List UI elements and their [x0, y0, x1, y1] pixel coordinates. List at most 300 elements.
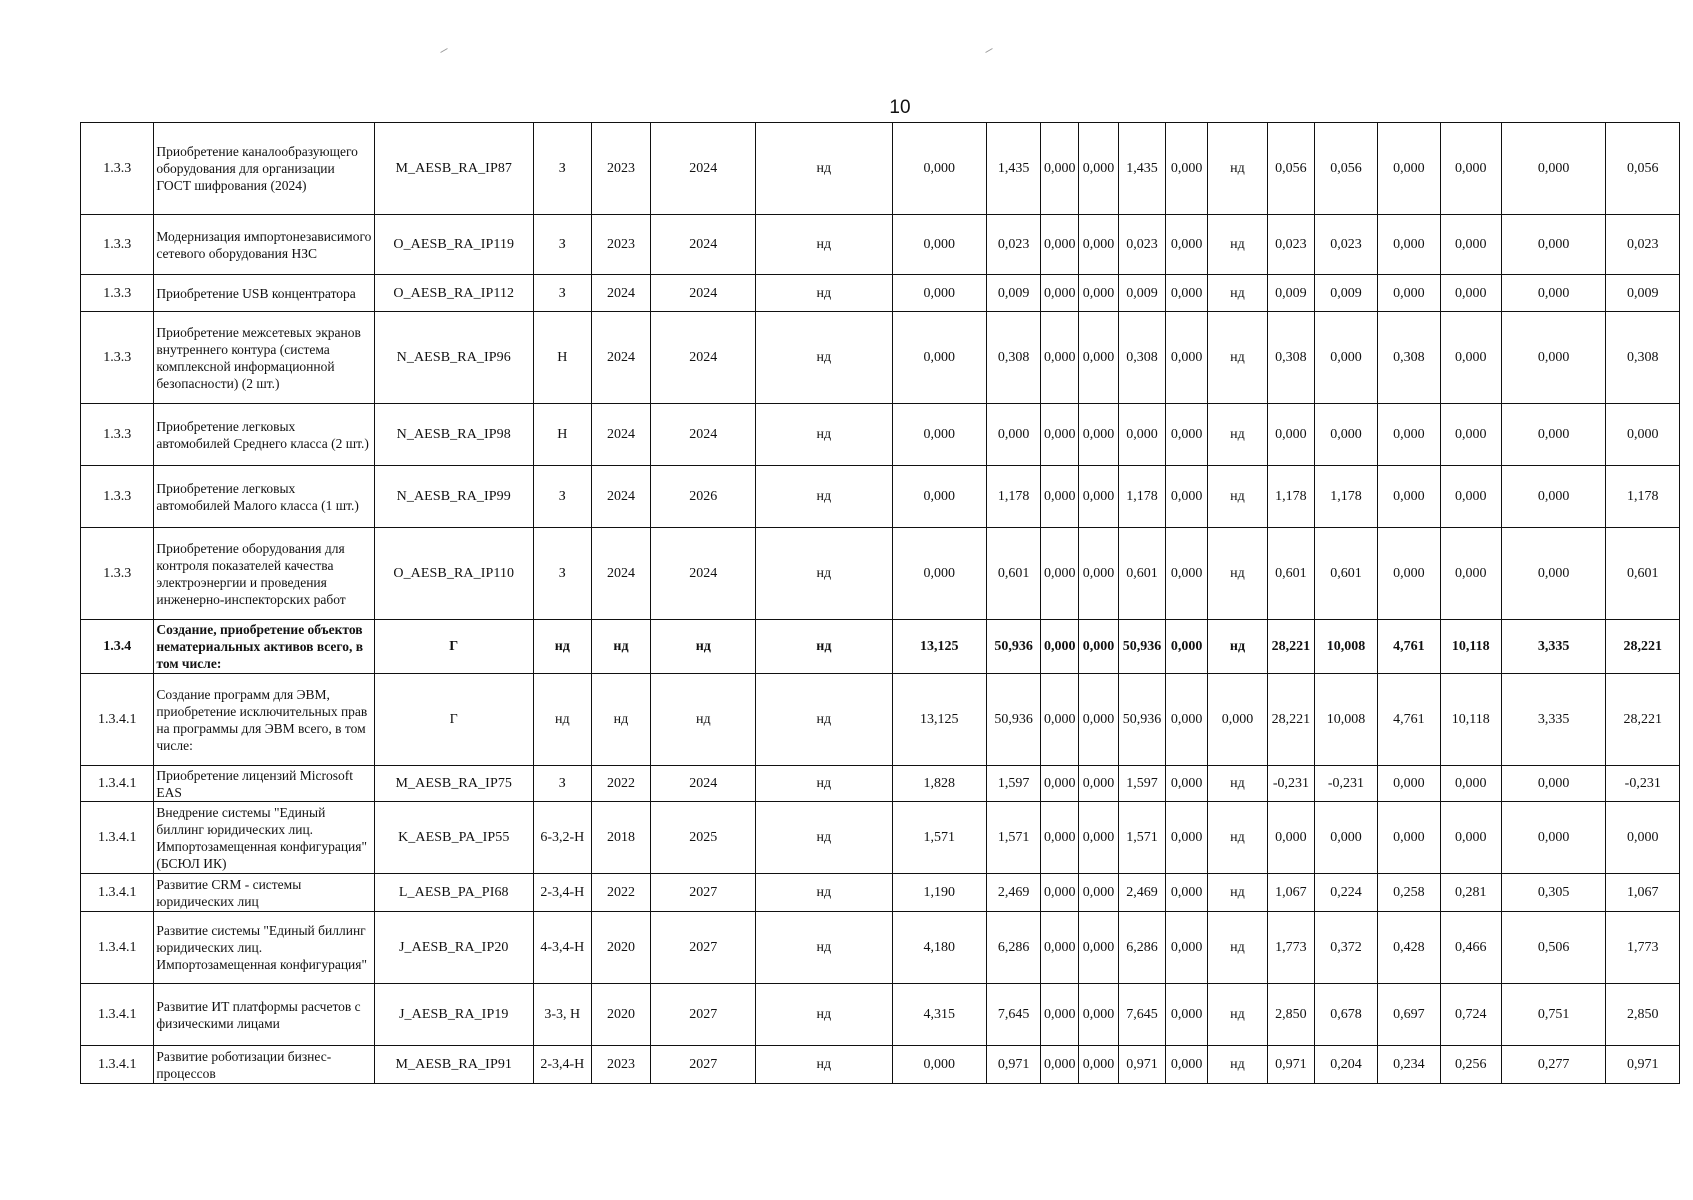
value-cell-nd2: нд [1208, 404, 1268, 466]
value-cell-v1: 0,000 [892, 312, 986, 404]
project-code: J_AESB_RA_IP20 [374, 912, 533, 984]
value-cell-v12: 0,009 [1606, 275, 1680, 312]
table-row [81, 766, 1680, 802]
project-code: Г [374, 620, 533, 674]
value-cell-v5: 0,971 [1118, 1046, 1165, 1084]
value-cell-v6: 0,000 [1166, 215, 1208, 275]
value-cell-v6: 0,000 [1166, 466, 1208, 528]
value-cell-v12: 0,056 [1606, 123, 1680, 215]
value-cell-v3: 0,000 [1041, 123, 1079, 215]
value-cell-v11: 0,000 [1501, 123, 1606, 215]
value-cell-v8: 0,678 [1315, 984, 1378, 1046]
category: З [533, 123, 591, 215]
start-year: нд [591, 620, 651, 674]
value-cell-v1: 0,000 [892, 1046, 986, 1084]
value-cell-v5: 1,435 [1118, 123, 1165, 215]
category: Н [533, 312, 591, 404]
value-cell-v7: 0,601 [1267, 528, 1314, 620]
value-cell-v2: 1,435 [986, 123, 1041, 215]
value-cell-v8: -0,231 [1315, 766, 1378, 802]
project-name: Модернизация импортонезависимого сетевого оборудования НЗС [154, 215, 374, 275]
value-cell-v9: 0,258 [1377, 874, 1440, 912]
value-cell-v1: 0,000 [892, 275, 986, 312]
end-year: 2024 [651, 275, 756, 312]
nd-cell: нд [756, 466, 892, 528]
value-cell-v4: 0,000 [1079, 275, 1119, 312]
value-cell-nd2: нд [1208, 466, 1268, 528]
value-cell-v8: 0,372 [1315, 912, 1378, 984]
value-cell-v10: 0,000 [1440, 275, 1501, 312]
value-cell-v10: 10,118 [1440, 674, 1501, 766]
row-number: 1.3.3 [81, 312, 154, 404]
value-cell-v9: 0,000 [1377, 215, 1440, 275]
nd-cell: нд [756, 874, 892, 912]
value-cell-nd2: нд [1208, 912, 1268, 984]
value-cell-nd2: нд [1208, 312, 1268, 404]
category: 2-3,4-Н [533, 874, 591, 912]
value-cell-v2: 0,009 [986, 275, 1041, 312]
category: нд [533, 620, 591, 674]
value-cell-v11: 0,000 [1501, 802, 1606, 874]
value-cell-v6: 0,000 [1166, 312, 1208, 404]
row-number: 1.3.4.1 [81, 1046, 154, 1084]
category: З [533, 766, 591, 802]
value-cell-v4: 0,000 [1079, 674, 1119, 766]
category: З [533, 466, 591, 528]
value-cell-nd2: нд [1208, 766, 1268, 802]
value-cell-v7: 0,971 [1267, 1046, 1314, 1084]
project-code: N_AESB_RA_IP98 [374, 404, 533, 466]
value-cell-v9: 0,000 [1377, 766, 1440, 802]
row-number: 1.3.3 [81, 528, 154, 620]
end-year: 2024 [651, 404, 756, 466]
value-cell-v4: 0,000 [1079, 215, 1119, 275]
table-row [81, 912, 1680, 984]
value-cell-v3: 0,000 [1041, 766, 1079, 802]
start-year: 2024 [591, 404, 651, 466]
value-cell-v1: 1,571 [892, 802, 986, 874]
value-cell-v7: 0,009 [1267, 275, 1314, 312]
value-cell-v7: 1,178 [1267, 466, 1314, 528]
value-cell-nd2: нд [1208, 874, 1268, 912]
value-cell-nd2: нд [1208, 123, 1268, 215]
start-year: 2024 [591, 275, 651, 312]
category: 6-3,2-Н [533, 802, 591, 874]
value-cell-v4: 0,000 [1079, 874, 1119, 912]
nd-cell: нд [756, 620, 892, 674]
category: З [533, 275, 591, 312]
start-year: 2024 [591, 466, 651, 528]
value-cell-v1: 0,000 [892, 466, 986, 528]
start-year: 2024 [591, 312, 651, 404]
value-cell-v3: 0,000 [1041, 528, 1079, 620]
value-cell-v11: 0,277 [1501, 1046, 1606, 1084]
value-cell-v12: 1,178 [1606, 466, 1680, 528]
value-cell-v11: 0,000 [1501, 275, 1606, 312]
value-cell-v5: 0,308 [1118, 312, 1165, 404]
value-cell-v4: 0,000 [1079, 802, 1119, 874]
value-cell-v12: 0,308 [1606, 312, 1680, 404]
row-number: 1.3.4.1 [81, 766, 154, 802]
value-cell-v12: 0,023 [1606, 215, 1680, 275]
value-cell-v5: 2,469 [1118, 874, 1165, 912]
row-number: 1.3.4.1 [81, 984, 154, 1046]
value-cell-v12: 28,221 [1606, 620, 1680, 674]
value-cell-nd2: нд [1208, 984, 1268, 1046]
start-year: 2020 [591, 984, 651, 1046]
project-name: Приобретение USB концентратора [154, 275, 374, 312]
start-year: 2023 [591, 215, 651, 275]
row-number: 1.3.4 [81, 620, 154, 674]
value-cell-v9: 4,761 [1377, 620, 1440, 674]
value-cell-v8: 10,008 [1315, 620, 1378, 674]
value-cell-v7: -0,231 [1267, 766, 1314, 802]
row-number: 1.3.3 [81, 466, 154, 528]
value-cell-v9: 0,000 [1377, 802, 1440, 874]
end-year: 2024 [651, 215, 756, 275]
category: нд [533, 674, 591, 766]
value-cell-v10: 0,000 [1440, 215, 1501, 275]
project-code: O_AESB_RA_IP119 [374, 215, 533, 275]
nd-cell: нд [756, 215, 892, 275]
value-cell-v8: 1,178 [1315, 466, 1378, 528]
value-cell-v7: 1,067 [1267, 874, 1314, 912]
project-name: Развитие роботизации бизнес-процессов [154, 1046, 374, 1084]
start-year: 2023 [591, 123, 651, 215]
value-cell-nd2: нд [1208, 620, 1268, 674]
value-cell-v5: 1,571 [1118, 802, 1165, 874]
value-cell-v1: 0,000 [892, 404, 986, 466]
row-number: 1.3.3 [81, 275, 154, 312]
project-code: M_AESB_RA_IP87 [374, 123, 533, 215]
value-cell-v10: 0,256 [1440, 1046, 1501, 1084]
value-cell-v9: 0,000 [1377, 123, 1440, 215]
value-cell-v6: 0,000 [1166, 674, 1208, 766]
value-cell-v2: 1,178 [986, 466, 1041, 528]
category: Н [533, 404, 591, 466]
start-year: 2024 [591, 528, 651, 620]
value-cell-v4: 0,000 [1079, 528, 1119, 620]
project-name: Приобретение оборудования для контроля показателей качества электроэнергии и проведения инженерно-инспекторских работ [154, 528, 374, 620]
value-cell-v8: 10,008 [1315, 674, 1378, 766]
value-cell-v10: 0,724 [1440, 984, 1501, 1046]
value-cell-v10: 0,000 [1440, 123, 1501, 215]
project-name: Развитие CRM - системы юридических лиц [154, 874, 374, 912]
value-cell-v5: 50,936 [1118, 620, 1165, 674]
start-year: 2020 [591, 912, 651, 984]
project-code: O_AESB_RA_IP112 [374, 275, 533, 312]
value-cell-v1: 0,000 [892, 123, 986, 215]
value-cell-v5: 0,000 [1118, 404, 1165, 466]
value-cell-v6: 0,000 [1166, 1046, 1208, 1084]
end-year: 2026 [651, 466, 756, 528]
value-cell-v12: 0,000 [1606, 802, 1680, 874]
value-cell-v4: 0,000 [1079, 912, 1119, 984]
category: 3-3, Н [533, 984, 591, 1046]
value-cell-v3: 0,000 [1041, 466, 1079, 528]
category: 4-3,4-Н [533, 912, 591, 984]
nd-cell: нд [756, 984, 892, 1046]
value-cell-v4: 0,000 [1079, 984, 1119, 1046]
value-cell-v6: 0,000 [1166, 912, 1208, 984]
start-year: 2023 [591, 1046, 651, 1084]
start-year: нд [591, 674, 651, 766]
row-number: 1.3.3 [81, 404, 154, 466]
value-cell-v1: 13,125 [892, 620, 986, 674]
value-cell-v3: 0,000 [1041, 912, 1079, 984]
value-cell-v6: 0,000 [1166, 404, 1208, 466]
value-cell-v5: 50,936 [1118, 674, 1165, 766]
project-name: Приобретение межсетевых экранов внутреннего контура (система комплексной информационной безопасности) (2 шт.) [154, 312, 374, 404]
nd-cell: нд [756, 275, 892, 312]
end-year: нд [651, 620, 756, 674]
value-cell-v2: 1,597 [986, 766, 1041, 802]
table-row [81, 528, 1680, 620]
table-row [81, 802, 1680, 874]
end-year: 2027 [651, 912, 756, 984]
project-name: Приобретение каналообразующего оборудования для организации ГОСТ шифрования (2024) [154, 123, 374, 215]
value-cell-v6: 0,000 [1166, 620, 1208, 674]
end-year: 2024 [651, 123, 756, 215]
table-row [81, 275, 1680, 312]
value-cell-v1: 0,000 [892, 528, 986, 620]
value-cell-v1: 4,180 [892, 912, 986, 984]
table-row [81, 620, 1680, 674]
value-cell-v1: 4,315 [892, 984, 986, 1046]
project-code: L_AESB_PA_PI68 [374, 874, 533, 912]
value-cell-v2: 0,023 [986, 215, 1041, 275]
end-year: 2025 [651, 802, 756, 874]
end-year: 2027 [651, 874, 756, 912]
value-cell-v8: 0,204 [1315, 1046, 1378, 1084]
value-cell-v5: 0,601 [1118, 528, 1165, 620]
value-cell-v4: 0,000 [1079, 312, 1119, 404]
table-row [81, 466, 1680, 528]
row-number: 1.3.3 [81, 215, 154, 275]
value-cell-v8: 0,023 [1315, 215, 1378, 275]
project-code: M_AESB_RA_IP75 [374, 766, 533, 802]
value-cell-v1: 1,190 [892, 874, 986, 912]
value-cell-v11: 0,751 [1501, 984, 1606, 1046]
value-cell-v5: 7,645 [1118, 984, 1165, 1046]
value-cell-v6: 0,000 [1166, 766, 1208, 802]
nd-cell: нд [756, 404, 892, 466]
table-row [81, 1046, 1680, 1084]
value-cell-v6: 0,000 [1166, 802, 1208, 874]
value-cell-v8: 0,601 [1315, 528, 1378, 620]
value-cell-v2: 50,936 [986, 674, 1041, 766]
value-cell-v6: 0,000 [1166, 984, 1208, 1046]
row-number: 1.3.4.1 [81, 874, 154, 912]
value-cell-v9: 0,000 [1377, 275, 1440, 312]
value-cell-v5: 1,597 [1118, 766, 1165, 802]
value-cell-v12: 0,601 [1606, 528, 1680, 620]
row-number: 1.3.4.1 [81, 674, 154, 766]
value-cell-v4: 0,000 [1079, 1046, 1119, 1084]
end-year: 2027 [651, 1046, 756, 1084]
value-cell-v12: 2,850 [1606, 984, 1680, 1046]
value-cell-v10: 0,000 [1440, 528, 1501, 620]
value-cell-v11: 0,000 [1501, 766, 1606, 802]
scan-mark [985, 48, 992, 53]
value-cell-v12: 1,067 [1606, 874, 1680, 912]
value-cell-v9: 0,000 [1377, 528, 1440, 620]
value-cell-nd2: нд [1208, 528, 1268, 620]
value-cell-v11: 0,000 [1501, 466, 1606, 528]
value-cell-v11: 0,000 [1501, 404, 1606, 466]
value-cell-v10: 10,118 [1440, 620, 1501, 674]
page-number: 10 [889, 97, 911, 118]
value-cell-v4: 0,000 [1079, 404, 1119, 466]
value-cell-v3: 0,000 [1041, 674, 1079, 766]
value-cell-v7: 0,023 [1267, 215, 1314, 275]
value-cell-v3: 0,000 [1041, 802, 1079, 874]
value-cell-v12: 0,000 [1606, 404, 1680, 466]
nd-cell: нд [756, 312, 892, 404]
nd-cell: нд [756, 528, 892, 620]
project-name: Развитие ИТ платформы расчетов с физическими лицами [154, 984, 374, 1046]
value-cell-v4: 0,000 [1079, 620, 1119, 674]
nd-cell: нд [756, 912, 892, 984]
value-cell-nd2: нд [1208, 1046, 1268, 1084]
value-cell-v9: 0,000 [1377, 466, 1440, 528]
project-code: N_AESB_RA_IP99 [374, 466, 533, 528]
value-cell-v8: 0,000 [1315, 404, 1378, 466]
nd-cell: нд [756, 1046, 892, 1084]
value-cell-v9: 0,000 [1377, 404, 1440, 466]
project-code: M_AESB_RA_IP91 [374, 1046, 533, 1084]
project-code: N_AESB_RA_IP96 [374, 312, 533, 404]
value-cell-v5: 1,178 [1118, 466, 1165, 528]
value-cell-v9: 0,697 [1377, 984, 1440, 1046]
value-cell-v8: 0,000 [1315, 802, 1378, 874]
value-cell-v7: 0,000 [1267, 802, 1314, 874]
value-cell-v2: 0,000 [986, 404, 1041, 466]
project-name: Приобретение лицензий Microsoft EAS [154, 766, 374, 802]
value-cell-v1: 1,828 [892, 766, 986, 802]
value-cell-v3: 0,000 [1041, 215, 1079, 275]
project-code: Г [374, 674, 533, 766]
value-cell-v9: 0,234 [1377, 1046, 1440, 1084]
value-cell-v5: 0,023 [1118, 215, 1165, 275]
end-year: 2024 [651, 312, 756, 404]
value-cell-nd2: нд [1208, 215, 1268, 275]
investment-table-wrapper [80, 122, 1680, 1084]
project-name: Приобретение легковых автомобилей Среднего класса (2 шт.) [154, 404, 374, 466]
value-cell-v2: 1,571 [986, 802, 1041, 874]
value-cell-v7: 28,221 [1267, 674, 1314, 766]
start-year: 2022 [591, 766, 651, 802]
table-row [81, 404, 1680, 466]
value-cell-v4: 0,000 [1079, 766, 1119, 802]
start-year: 2018 [591, 802, 651, 874]
value-cell-v12: 1,773 [1606, 912, 1680, 984]
value-cell-v10: 0,000 [1440, 466, 1501, 528]
value-cell-v8: 0,056 [1315, 123, 1378, 215]
value-cell-v3: 0,000 [1041, 275, 1079, 312]
value-cell-v8: 0,009 [1315, 275, 1378, 312]
row-number: 1.3.4.1 [81, 802, 154, 874]
value-cell-v11: 0,506 [1501, 912, 1606, 984]
value-cell-nd2: нд [1208, 802, 1268, 874]
table-row [81, 215, 1680, 275]
value-cell-v10: 0,000 [1440, 404, 1501, 466]
scan-mark [440, 48, 447, 53]
value-cell-v8: 0,224 [1315, 874, 1378, 912]
project-name: Внедрение системы "Единый биллинг юридических лиц. Импортозамещенная конфигурация" (БСЮЛ ИК) [154, 802, 374, 874]
value-cell-v3: 0,000 [1041, 404, 1079, 466]
value-cell-v5: 6,286 [1118, 912, 1165, 984]
value-cell-v12: 28,221 [1606, 674, 1680, 766]
value-cell-v2: 7,645 [986, 984, 1041, 1046]
value-cell-v6: 0,000 [1166, 123, 1208, 215]
project-code: O_AESB_RA_IP110 [374, 528, 533, 620]
nd-cell: нд [756, 123, 892, 215]
value-cell-v6: 0,000 [1166, 874, 1208, 912]
project-code: K_AESB_PA_IP55 [374, 802, 533, 874]
start-year: 2022 [591, 874, 651, 912]
value-cell-v7: 1,773 [1267, 912, 1314, 984]
value-cell-v10: 0,281 [1440, 874, 1501, 912]
value-cell-v7: 0,000 [1267, 404, 1314, 466]
value-cell-v6: 0,000 [1166, 528, 1208, 620]
row-number: 1.3.3 [81, 123, 154, 215]
value-cell-v3: 0,000 [1041, 984, 1079, 1046]
value-cell-v10: 0,000 [1440, 766, 1501, 802]
value-cell-v11: 3,335 [1501, 620, 1606, 674]
value-cell-v6: 0,000 [1166, 275, 1208, 312]
value-cell-v11: 0,000 [1501, 528, 1606, 620]
value-cell-v11: 0,000 [1501, 312, 1606, 404]
value-cell-v3: 0,000 [1041, 620, 1079, 674]
table-row [81, 312, 1680, 404]
value-cell-v2: 0,971 [986, 1046, 1041, 1084]
nd-cell: нд [756, 802, 892, 874]
nd-cell: нд [756, 766, 892, 802]
value-cell-v2: 2,469 [986, 874, 1041, 912]
end-year: 2027 [651, 984, 756, 1046]
value-cell-v2: 6,286 [986, 912, 1041, 984]
value-cell-v10: 0,000 [1440, 312, 1501, 404]
table-body [81, 123, 1680, 1084]
value-cell-v3: 0,000 [1041, 874, 1079, 912]
value-cell-v2: 0,601 [986, 528, 1041, 620]
end-year: 2024 [651, 766, 756, 802]
project-code: J_AESB_RA_IP19 [374, 984, 533, 1046]
category: З [533, 528, 591, 620]
project-name: Создание программ для ЭВМ, приобретение исключительных прав на программы для ЭВМ всего, в том числе: [154, 674, 374, 766]
row-number: 1.3.4.1 [81, 912, 154, 984]
value-cell-v12: 0,971 [1606, 1046, 1680, 1084]
category: 2-3,4-Н [533, 1046, 591, 1084]
value-cell-v9: 0,308 [1377, 312, 1440, 404]
value-cell-v4: 0,000 [1079, 123, 1119, 215]
value-cell-v10: 0,000 [1440, 802, 1501, 874]
value-cell-v3: 0,000 [1041, 1046, 1079, 1084]
value-cell-v1: 0,000 [892, 215, 986, 275]
table-row [81, 874, 1680, 912]
value-cell-v7: 0,056 [1267, 123, 1314, 215]
project-name: Приобретение легковых автомобилей Малого класса (1 шт.) [154, 466, 374, 528]
table-row [81, 984, 1680, 1046]
value-cell-v2: 50,936 [986, 620, 1041, 674]
value-cell-v5: 0,009 [1118, 275, 1165, 312]
category: З [533, 215, 591, 275]
value-cell-v8: 0,000 [1315, 312, 1378, 404]
nd-cell: нд [756, 674, 892, 766]
value-cell-v1: 13,125 [892, 674, 986, 766]
table-row [81, 123, 1680, 215]
